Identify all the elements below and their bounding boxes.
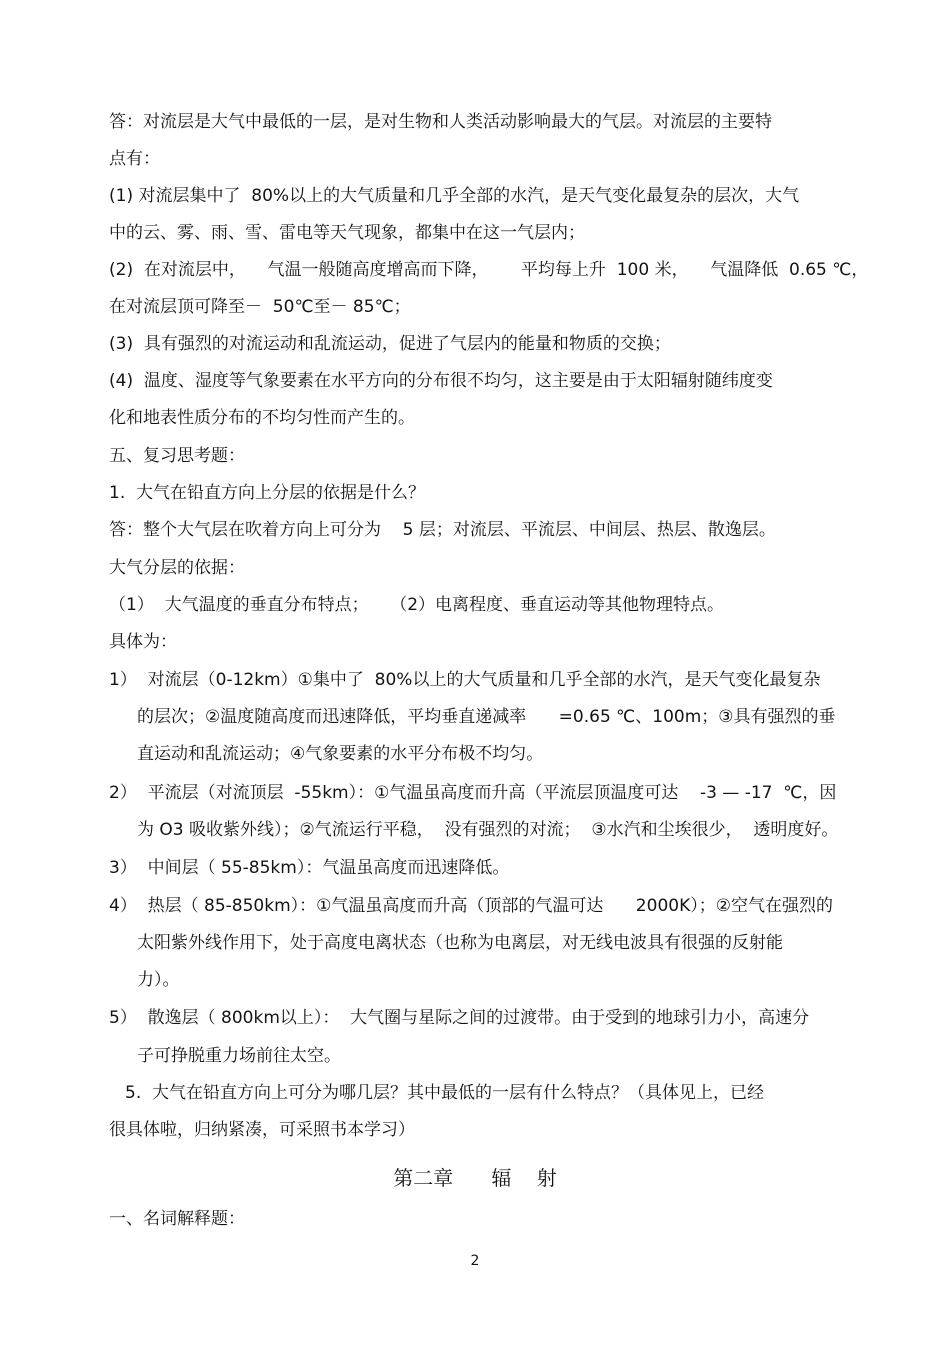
text-line: 化和地表性质分布的不均匀性而产生的。 — [109, 408, 415, 428]
text-line: 子可挣脱重力场前往太空。 — [137, 1046, 341, 1066]
text-line: 具体为： — [109, 632, 177, 652]
text-line: 答：整个大气层在吹着方向上可分为 5 层；对流层、平流层、中间层、热层、散逸层。 — [109, 520, 776, 540]
text-line: 为 O3 吸收紫外线）；②气流运行平稳， 没有强烈的对流； ③水汽和尘埃很少， 透明度好。 — [137, 820, 839, 840]
chapter-title: 第二章 辐 射 — [393, 1166, 557, 1190]
page-number: 2 — [470, 1253, 480, 1269]
text-line: 4） 热层（ 85-850km）：①气温虽高度而升高（顶部的气温可达 2000K）；②空气在强烈的 — [109, 896, 833, 916]
text-line: 直运动和乱流运动；④气象要素的水平分布极不均匀。 — [137, 744, 544, 764]
text-line: (3) 具有强烈的对流运动和乱流运动，促进了气层内的能量和物质的交换； — [109, 334, 671, 354]
question-line: 1. 大气在铅直方向上分层的依据是什么？ — [109, 483, 426, 503]
text-line: 中的云、雾、雨、雪、雷电等天气现象，都集中在这一气层内； — [109, 223, 585, 243]
text-line: 力）。 — [137, 970, 180, 990]
text-line: 太阳紫外线作用下，处于高度电离状态（也称为电离层，对无线电波具有很强的反射能 — [137, 933, 783, 953]
question-line: 5. 大气在铅直方向上可分为哪几层？其中最低的一层有什么特点？（具体见上，已经 — [125, 1083, 765, 1103]
text-line: 的层次；②温度随高度而迅速降低，平均垂直递减率 =0.65 ℃、100m；③具有强烈的垂 — [137, 707, 836, 727]
text-line: 5） 散逸层（ 800km以上）： 大气圈与星际之间的过渡带。由于受到的地球引力小，高速分 — [109, 1008, 810, 1028]
text-line: 很具体啦，归纳紧凑，可采照书本学习） — [109, 1120, 415, 1140]
text-line: 1） 对流层（0-12km）①集中了 80%以上的大气质量和几乎全部的水汽，是天气变化最复杂 — [109, 670, 821, 690]
text-line: 点有： — [109, 149, 160, 169]
text-line: 3） 中间层（ 55-85km）：气温虽高度而迅速降低。 — [109, 858, 510, 878]
text-line: (1) 对流层集中了 80%以上的大气质量和几乎全部的水汽，是天气变化最复杂的层次，大气 — [109, 186, 800, 206]
text-line: 2） 平流层（对流顶层 -55km）：①气温虽高度而升高（平流层顶温度可达 -3 — -17 ℃，因 — [109, 783, 837, 803]
section-heading: 一、名词解释题： — [109, 1209, 245, 1229]
text-line: (4) 温度、湿度等气象要素在水平方向的分布很不均匀，这主要是由于太阳辐射随纬度变 — [109, 371, 773, 391]
text-line: 大气分层的依据： — [109, 558, 245, 578]
text-line: （1） 大气温度的垂直分布特点； （2）电离程度、垂直运动等其他物理特点。 — [109, 595, 725, 615]
text-line: (2) 在对流层中， 气温一般随高度增高而下降， 平均每上升 100 米， 气温降低 0.65 ℃， — [109, 260, 869, 280]
text-line: 在对流层顶可降至－ 50℃至－ 85℃； — [109, 297, 411, 317]
text-line: 答：对流层是大气中最低的一层，是对生物和人类活动影响最大的气层。对流层的主要特 — [109, 112, 772, 132]
section-heading: 五、复习思考题： — [109, 446, 245, 466]
